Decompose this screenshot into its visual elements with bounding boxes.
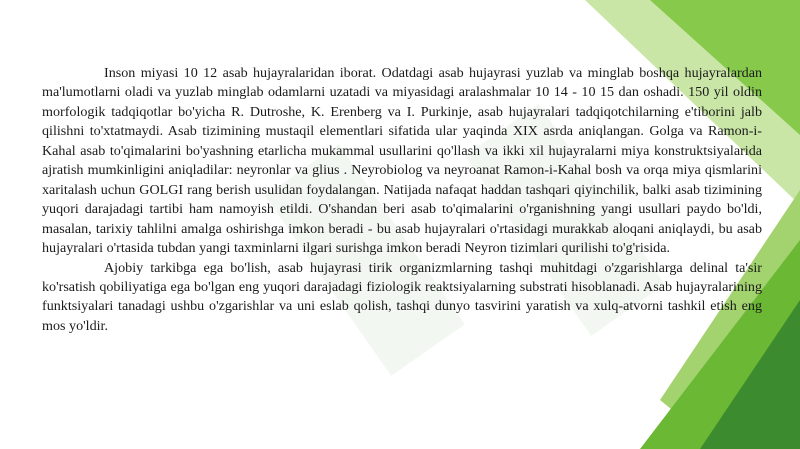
slide-body-text [42, 64, 762, 336]
paragraph-2: Ajobiy tarkibga ega bo'lish, asab hujayrasi tirik organizmlarning tashqi muhitdagi o'zgarishlarga delinal ta'sir ko'rsatish qobiliyatiga ega bo'lgan eng yuqori darajadagi fiziologik reaktsiyalarning substrati hisoblanadi. Asab hujayralarining funktsiyalari tanadagi ushbu o'zgarishlar va uni eslab qolish, tashqi dunyo tasvirini yaratish va xulq-atvorni tashkil etish eng mos yo'ldir. [42, 259, 762, 334]
paragraph-1: Inson miyasi 10 12 asab hujayralaridan iborat. Odatdagi asab hujayrasi yuzlab va minglab boshqa hujayralardan ma'lumotlarni oladi va yuzlab minglab odamlarni uzatadi va miyasidagi aralashmalar 10 14 - 10 15 dan oshadi. 150 yil oldin morfologik tadqiqotlar bo'yicha R. Dutroshe, K. Erenberg va I. Purkinje, asab hujayralari tadqiqotchilarning e'tiborini jalb qilishni to'xtatmaydi. Asab tizimining mustaqil elementlari sifatida ular yaqinda XIX asrda aniqlangan. Golga va Ramon-i-Kahal asab to'qimalarini bo'yashning etarlicha mukammal usullarini qo'llash va ikki xil hujayralarni miya konstruktsiyalarida ajratish mumkinligini aniqladilar: neyronlar va glius . Neyrobiolog va neyroanat Ramon-i-Kahal bosh va orqa miya qismlarini xaritalash uchun GOLGI rang berish usulidan foydalangan. Natijada nafaqat haddan tashqari qiyinchilik, balki asab tizimining yuqori darajadagi tartibi ham namoyish etildi. O'shandan beri asab to'qimalarini o'rganishning yangi usullari paydo bo'ldi, masalan, tarixiy tahlilni amalga oshirishga imkon beradi - bu asab hujayralari o'rtasidagi murakkab aloqani aniqlaydi, bu asab hujayralari o'rtasida tubdan yangi taxminlarni ilgari surishga imkon beradi Neyron tizimlari qurilishi to'g'risida. [42, 65, 762, 257]
